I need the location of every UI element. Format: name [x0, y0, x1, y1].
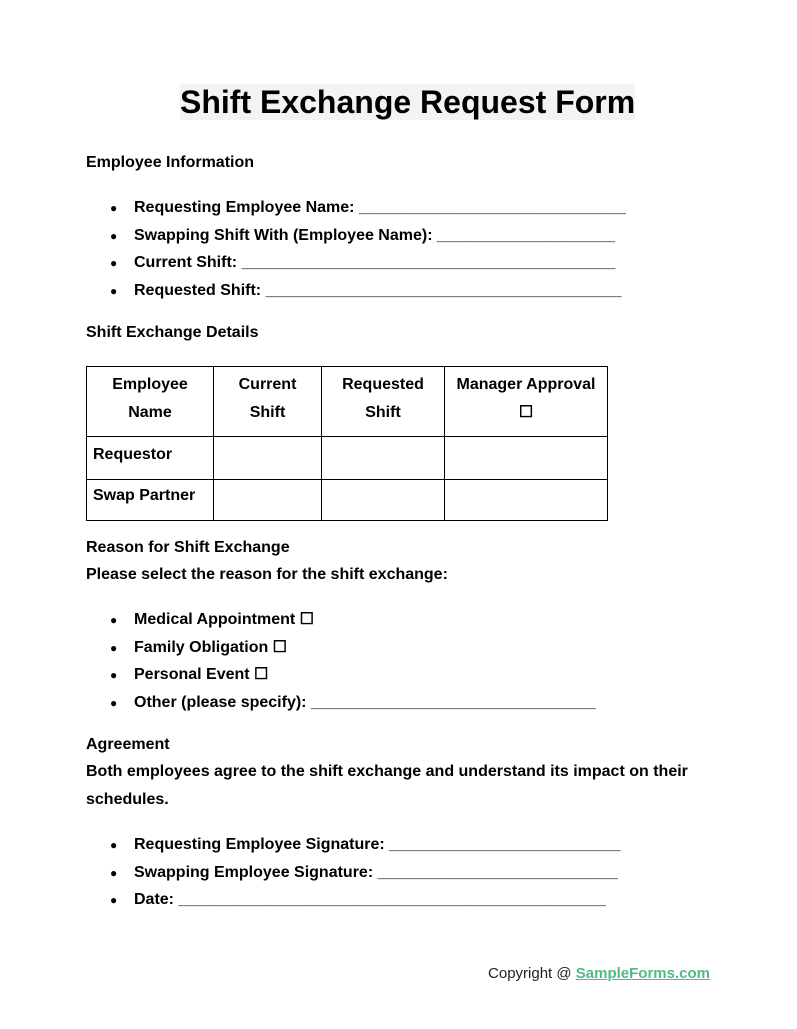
list-item: [86, 863, 621, 891]
header-cell: [445, 367, 608, 437]
blank-line[interactable]: __________________________: [389, 836, 621, 853]
reason-heading: Reason for Shift Exchange: [86, 539, 290, 556]
table-cell[interactable]: [445, 437, 608, 480]
text: Requested: [342, 376, 424, 393]
table-header-row: [87, 367, 608, 437]
header-cell: [87, 367, 214, 437]
field-label: Date:: [134, 891, 175, 908]
reason-list: [86, 610, 596, 720]
field-label: Current Shift:: [134, 254, 238, 271]
approval-checkbox[interactable]: ☐: [518, 404, 534, 421]
shift-details-table: [86, 366, 608, 521]
reason-option[interactable]: [86, 638, 596, 666]
table-row: [87, 480, 608, 521]
field-label: Swapping Employee Signature:: [134, 863, 374, 881]
table-row: [87, 437, 608, 480]
list-item: [86, 253, 626, 281]
sampleforms-link[interactable]: SampleForms.com: [575, 965, 710, 982]
blank-line[interactable]: __________________________________________: [241, 254, 616, 271]
text: Shift: [249, 404, 286, 421]
header-cell: [214, 367, 322, 437]
blank-line[interactable]: ________________________________________________: [178, 891, 606, 908]
blank-line[interactable]: ___________________________: [377, 863, 618, 881]
table-cell[interactable]: [322, 437, 445, 480]
header-cell: [322, 367, 445, 437]
agreement-heading: Agreement: [86, 736, 170, 753]
list-item: [86, 226, 626, 254]
blank-line[interactable]: ____________________: [437, 226, 615, 244]
row-label: Swap Partner: [87, 480, 214, 521]
list-item: [86, 835, 621, 863]
table-cell[interactable]: [214, 437, 322, 480]
agreement-text: Both employees agree to the shift exchange and understand its impact on their schedules.: [86, 763, 688, 808]
employee-info-list: [86, 198, 626, 308]
copyright-text: Copyright @: [488, 965, 576, 982]
field-label: Requesting Employee Name:: [134, 199, 355, 216]
reason-prompt: Please select the reason for the shift exchange:: [86, 566, 448, 583]
list-item: [86, 890, 621, 918]
text: Personal Event ☐: [134, 666, 269, 683]
text: Family Obligation ☐: [134, 638, 288, 656]
blank-line[interactable]: ________________________________________: [265, 281, 622, 299]
row-label: Requestor: [87, 437, 214, 480]
field-label: Requested Shift:: [134, 281, 262, 299]
field-label: Requesting Employee Signature:: [134, 836, 385, 853]
page-title: Shift Exchange Request Form: [180, 84, 636, 120]
field-label: Swapping Shift With (Employee Name):: [134, 226, 433, 244]
text: Manager Approval: [456, 376, 596, 393]
text: Current: [238, 376, 297, 393]
list-item: [86, 281, 626, 309]
text: Employee: [112, 376, 188, 393]
list-item: [86, 198, 626, 226]
details-heading: Shift Exchange Details: [86, 324, 259, 341]
footer: [488, 965, 710, 982]
text: Other (please specify):: [134, 693, 307, 711]
table-cell[interactable]: [214, 480, 322, 521]
employee-info-heading: Employee Information: [86, 154, 255, 171]
table-cell[interactable]: [322, 480, 445, 521]
table-cell[interactable]: [445, 480, 608, 521]
text: Shift: [365, 404, 401, 421]
reason-option[interactable]: [86, 665, 596, 693]
blank-line[interactable]: ________________________________: [310, 693, 596, 711]
signature-list: [86, 835, 621, 918]
reason-option[interactable]: [86, 693, 596, 721]
blank-line[interactable]: ______________________________: [358, 199, 626, 216]
reason-option[interactable]: [86, 610, 596, 638]
text: Name: [128, 404, 172, 421]
text: Medical Appointment ☐: [134, 611, 314, 628]
